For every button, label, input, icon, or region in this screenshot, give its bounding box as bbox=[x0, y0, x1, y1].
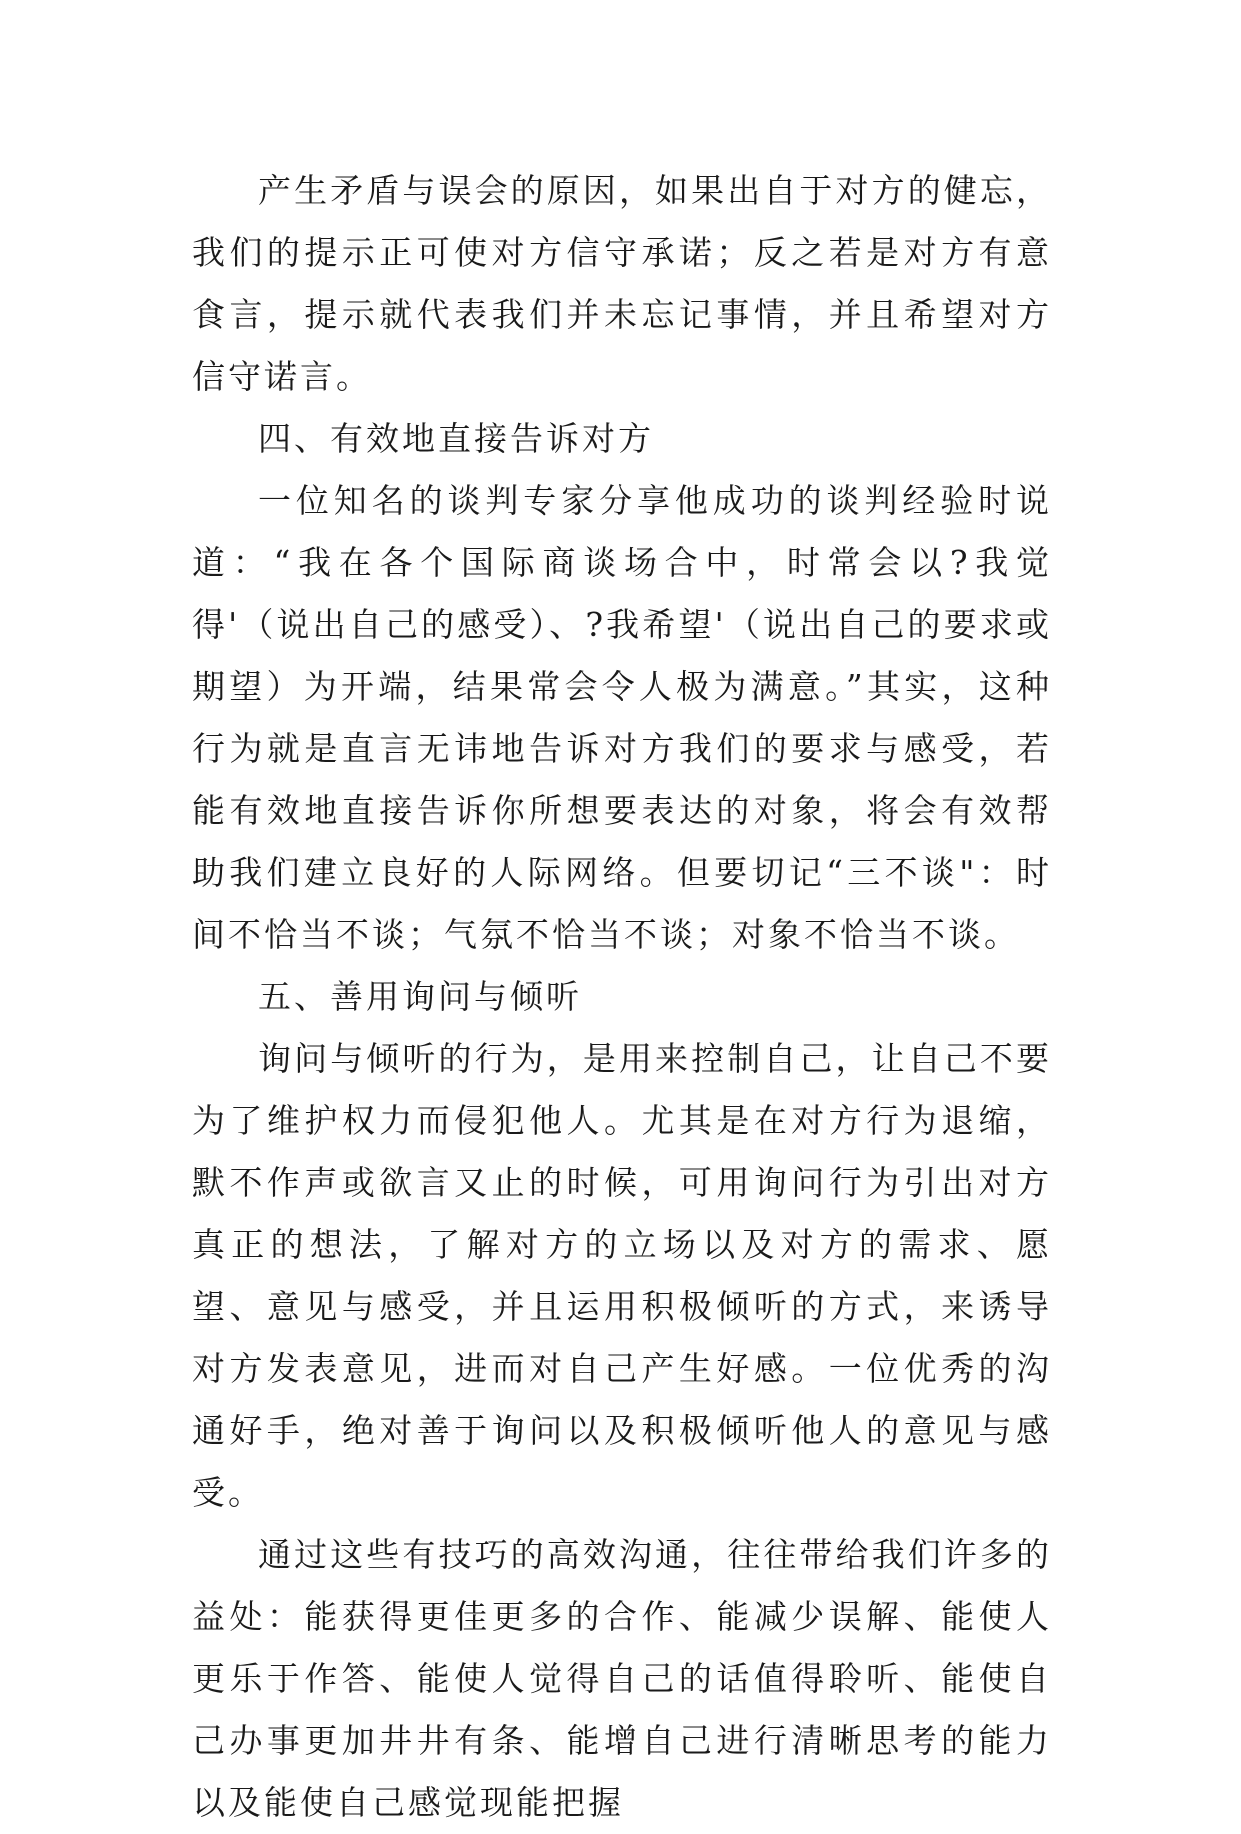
section-heading-5: 五、善用询问与倾听 bbox=[258, 977, 582, 1016]
paragraph-reminder: 产生矛盾与误会的原因，如果出自于对方的健忘，我们的提示正可使对方信守承诺；反之若是对方有意食言，提示就代表我们并未忘记事情，并且希望对方信守诺言。 bbox=[192, 171, 1052, 396]
document-body bbox=[192, 160, 1052, 1834]
paragraph-asking-listening: 询问与倾听的行为，是用来控制自己，让自己不要为了维护权力而侵犯他人。尤其是在对方行为退缩，默不作声或欲言又止的时候，可用询问行为引出对方真正的想法，了解对方的立场以及对方的需求、愿望、意见与感受，并且运用积极倾听的方式，来诱导对方发表意见，进而对自己产生好感。一位优秀的沟通好手，绝对善于询问以及积极倾听他人的意见与感受。 bbox=[192, 1039, 1052, 1512]
paragraph-benefits: 通过这些有技巧的高效沟通，往往带给我们许多的益处：能获得更佳更多的合作、能减少误解、能使人更乐于作答、能使人觉得自己的话值得聆听、能使自己办事更加井井有条、能增自己进行清晰思考的能力以及能使自己感觉现能把握 bbox=[192, 1535, 1052, 1822]
section-heading-4: 四、有效地直接告诉对方 bbox=[258, 419, 654, 458]
paragraph-direct-communication: 一位知名的谈判专家分享他成功的谈判经验时说道：“我在各个国际商谈场合中，时常会以?我觉得'（说出自己的感受）、?我希望'（说出自己的要求或期望）为开端，结果常会令人极为满意。”其实，这种行为就是直言无讳地告诉对方我们的要求与感受，若能有效地直接告诉你所想要表达的对象，将会有效帮助我们建立良好的人际网络。但要切记“三不谈"：时间不恰当不谈；气氛不恰当不谈；对象不恰当不谈。 bbox=[192, 481, 1052, 954]
